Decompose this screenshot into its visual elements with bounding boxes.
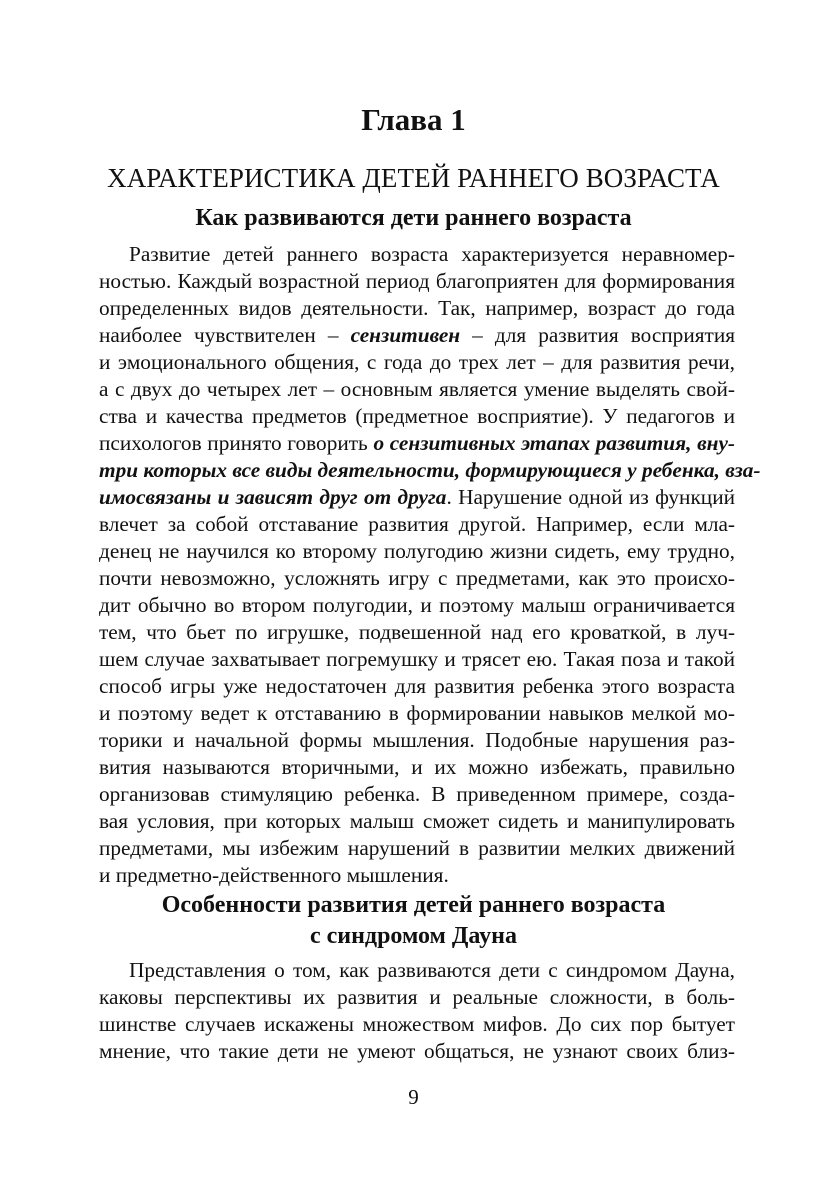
section-title: ХАРАКТЕРИСТИКА ДЕТЕЙ РАННЕГО ВОЗРАСТА (107, 163, 720, 193)
subheading-line: Особенности развития детей раннего возраста (161, 892, 666, 918)
emphasis-line: три которых все виды деятельности, формирующиеся у ребенка, вза- (99, 458, 761, 482)
text-line: предметами, мы избежим нарушений в развитии мелких движений (99, 836, 735, 860)
subheading-development: Как развиваются дети раннего возраста (195, 205, 632, 231)
text-line: влечет за собой отставание развития другой. Например, если мла- (99, 512, 735, 536)
text-span: психологов принято говорить (99, 431, 374, 455)
text-span: наиболее чувствителен – (99, 323, 351, 347)
page-number: 9 (408, 1085, 419, 1109)
text-line (99, 484, 735, 510)
text-line (99, 430, 735, 456)
text-line (99, 322, 735, 348)
subheading-line: с синдромом Дауна (309, 923, 518, 949)
text-line: и предметно-действенного мышления. (99, 863, 449, 887)
text-span: . Нарушение одной из функций (446, 485, 735, 509)
text-line: Представления о том, как развиваются дети с синдромом Дауна, (129, 958, 735, 982)
text-line: шем случае захватывает погремушку и трясет ею. Такая поза и такой (99, 647, 735, 671)
text-line: а с двух до четырех лет – основным является умение выделять свой- (99, 377, 735, 401)
text-line: каковы перспективы их развития и реальные сложности, в боль- (99, 985, 735, 1009)
text-line: денец не научился ко второму полугодию жизни сидеть, ему трудно, (99, 539, 735, 563)
emphasis-phrase: о сензитивных этапах развития, вну- (373, 431, 735, 455)
text-line: ства и качества предметов (предметное восприятие). У педагогов и (99, 404, 735, 428)
text-line: почти невозможно, усложнять игру с предметами, как это происхо- (99, 566, 735, 590)
text-line: мнение, что такие дети не умеют общаться, не узнают своих близ- (99, 1039, 735, 1063)
text-line: Развитие детей раннего возраста характеризуется неравномер- (129, 242, 735, 266)
text-line: дит обычно во втором полугодии, и поэтому малыш ограничивается (99, 593, 735, 617)
text-line: и поэтому ведет к отставанию в формировании навыков мелкой мо- (99, 701, 735, 725)
text-line: и эмоционального общения, с года до трех лет – для развития речи, (99, 350, 735, 374)
text-line: шинстве случаев искажены множеством мифов. До сих пор бытует (99, 1012, 735, 1036)
text-line: вития называются вторичными, и их можно избежать, правильно (99, 755, 735, 779)
text-span: – для развития восприятия (460, 323, 736, 347)
text-line: организовав стимуляцию ребенка. В приведенном примере, созда- (99, 782, 735, 806)
text-line: ностью. Каждый возрастной период благоприятен для формирования (99, 269, 735, 293)
subheading-down-syndrome (0, 890, 827, 952)
text-line: вая условия, при которых малыш сможет сидеть и манипулировать (99, 809, 735, 833)
emphasis-term: сензитивен (350, 323, 461, 347)
text-line: определенных видов деятельности. Так, например, возраст до года (99, 296, 735, 320)
emphasis-phrase: имосвязаны и зависят друг от друга (99, 485, 447, 509)
text-line: способ игры уже недостаточен для развития ребенка этого возраста (99, 674, 735, 698)
text-line: тем, что бьет по игрушке, подвешенной над его кроваткой, в луч- (99, 620, 735, 644)
text-line: торики и начальной формы мышления. Подобные нарушения раз- (99, 728, 735, 752)
chapter-title: Глава 1 (361, 102, 466, 137)
